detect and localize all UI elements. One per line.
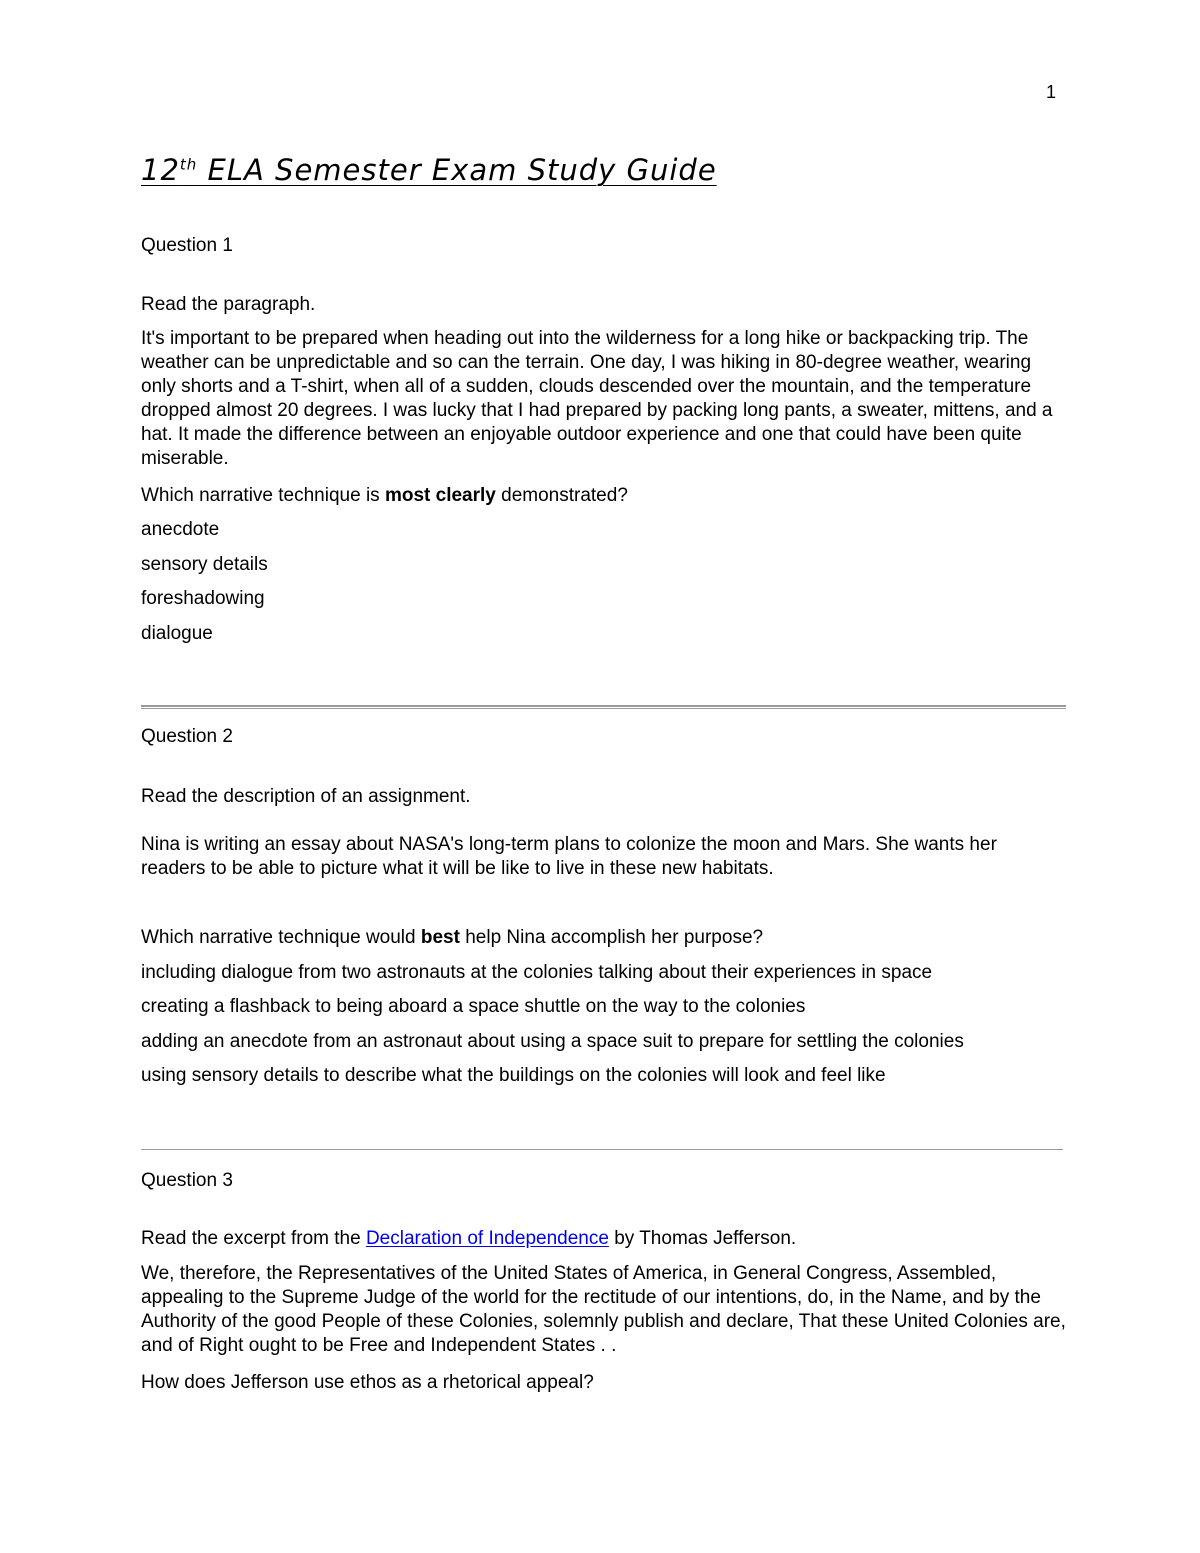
title-superscript: th [179,155,198,174]
title-grade: 12 [141,153,180,187]
page-title [141,152,717,188]
question-1-answer-a: anecdote [141,519,220,540]
question-2-instruction: Read the description of an assignment. [141,786,471,807]
question-1-answer-d: dialogue [141,623,213,644]
question-1-answer-b: sensory details [141,554,268,575]
section-divider [141,705,1066,709]
prompt-emphasis: best [420,927,460,948]
question-2-answer-a: including dialogue from two astronauts at the colonies talking about their experiences in space [141,962,933,983]
prompt-emphasis: most clearly [384,485,496,506]
prompt-text-end: help Nina accomplish her purpose? [459,927,764,948]
question-2-answer-b: creating a flashback to being aboard a space shuttle on the way to the colonies [141,996,806,1017]
question-3-passage: We, therefore, the Representatives of the United States of America, in General Congress, Assembled, appealing to the Supreme Judge of the world for the rectitude of our intentions, do, in the Name, and by the Authority of the good People of these Colonies, solemnly publish and declare, That these United Colonies are, and of Right ought to be Free and Independent States . . [141,1263,1066,1356]
question-3-heading: Question 3 [141,1170,233,1191]
prompt-text: Which narrative technique would [141,927,421,948]
question-2-answer-c: adding an anecdote from an astronaut about using a space suit to prepare for settling the colonies [141,1031,964,1052]
question-1-heading: Question 1 [141,235,233,256]
question-1-prompt [141,484,628,508]
title-text: ELA Semester Exam Study Guide [197,153,717,187]
question-1-passage: It's important to be prepared when heading out into the wilderness for a long hike or backpacking trip. The weather can be unpredictable and so can the terrain. One day, I was hiking in 80-degree weather, wearing only shorts and a T-shirt, when all of a sudden, clouds descended over the mountain, and the temperature dropped almost 20 degrees. I was lucky that I had prepared by packing long pants, a sweater, mittens, and a hat. It made the difference between an enjoyable outdoor experience and one that could have been quite miserable. [141,328,1053,469]
page-number: 1 [1046,82,1057,102]
question-2-answer-d: using sensory details to describe what the buildings on the colonies will look and feel like [141,1065,886,1086]
question-2-passage: Nina is writing an essay about NASA's long-term plans to colonize the moon and Mars. She wants her readers to be able to picture what it will be like to live in these new habitats. [141,834,997,879]
instruction-text: Read the excerpt from the [141,1228,366,1249]
instruction-text-end: by Thomas Jefferson. [608,1228,797,1249]
question-2-heading: Question 2 [141,726,233,747]
declaration-link[interactable]: Declaration of Independence [365,1228,609,1249]
question-1-answer-c: foreshadowing [141,588,265,609]
question-3-instruction [141,1227,796,1251]
question-2-prompt [141,926,763,950]
question-1-instruction: Read the paragraph. [141,294,316,315]
section-divider [141,1149,1063,1150]
question-3-prompt: How does Jefferson use ethos as a rhetorical appeal? [141,1372,594,1393]
prompt-text: Which narrative technique is [141,485,385,506]
prompt-text-end: demonstrated? [495,485,628,506]
